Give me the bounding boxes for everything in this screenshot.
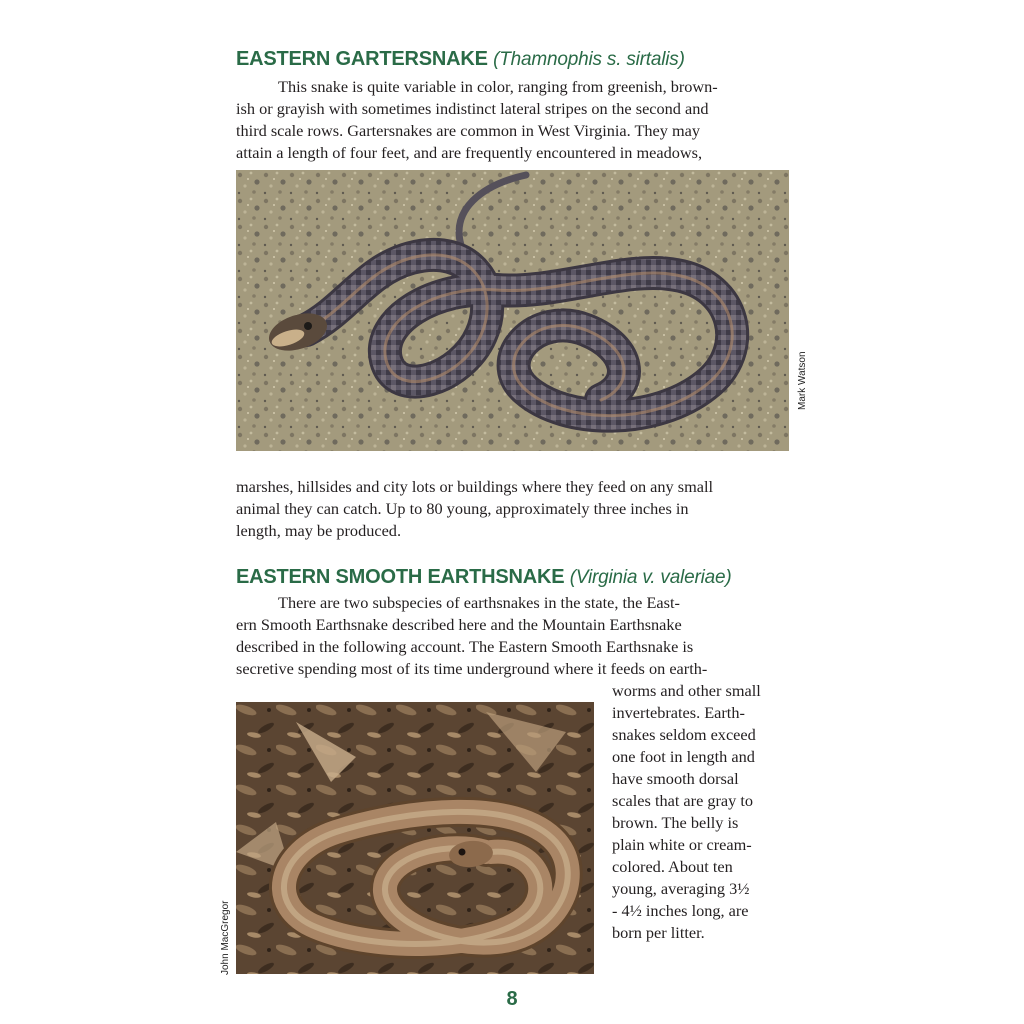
earthsnake-text-line: colored. About ten bbox=[612, 857, 733, 876]
garter-text-line: ish or grayish with sometimes indistinct lateral stripes on the second and bbox=[236, 99, 709, 118]
earthsnake-photo bbox=[236, 702, 594, 974]
earthsnake-text-line: young, averaging 3½ bbox=[612, 879, 750, 898]
earthsnake-text-line: brown. The belly is bbox=[612, 813, 739, 832]
garter-text-line: animal they can catch. Up to 80 young, approximately three inches in bbox=[236, 499, 689, 518]
garter-heading bbox=[236, 48, 685, 71]
earthsnake-text-line: one foot in length and bbox=[612, 747, 755, 766]
earthsnake-text-line: born per litter. bbox=[612, 923, 705, 942]
earthsnake-scientific-name: (Virginia v. valeriae) bbox=[569, 567, 732, 588]
garter-text-line: length, may be produced. bbox=[236, 521, 402, 540]
earthsnake-text-line: plain white or cream- bbox=[612, 835, 752, 854]
earthsnake-photo-credit: John MacGregor bbox=[220, 900, 231, 975]
garter-title: EASTERN GARTERSNAKE bbox=[236, 48, 488, 70]
earthsnake-text-line: - 4½ inches long, are bbox=[612, 901, 749, 920]
page-number: 8 bbox=[506, 988, 518, 1010]
earthsnake-text-line: secretive spending most of its time underground where it feeds on earth- bbox=[236, 659, 708, 678]
garter-text-line: third scale rows. Gartersnakes are common in West Virginia. They may bbox=[236, 121, 701, 140]
earthsnake-text-line: described in the following account. The Eastern Smooth Earthsnake is bbox=[236, 637, 694, 656]
garter-scientific-name: (Thamnophis s. sirtalis) bbox=[493, 49, 685, 70]
garter-text-line: This snake is quite variable in color, ranging from greenish, brown- bbox=[278, 77, 718, 96]
earthsnake-text-line: worms and other small bbox=[612, 681, 761, 700]
earthsnake-text-line: have smooth dorsal bbox=[612, 769, 739, 788]
earthsnake-text-line: There are two subspecies of earthsnakes in the state, the East- bbox=[278, 593, 680, 612]
gartersnake-photo-credit: Mark Watson bbox=[797, 351, 808, 410]
garter-text-line: attain a length of four feet, and are frequently encountered in meadows, bbox=[236, 143, 703, 162]
earthsnake-heading bbox=[236, 566, 731, 589]
earthsnake-text-line: scales that are gray to bbox=[612, 791, 754, 810]
gartersnake-photo bbox=[236, 170, 789, 451]
garter-text-line: marshes, hillsides and city lots or buildings where they feed on any small bbox=[236, 477, 714, 496]
earthsnake-title: EASTERN SMOOTH EARTHSNAKE bbox=[236, 566, 565, 588]
earthsnake-text-line: invertebrates. Earth- bbox=[612, 703, 745, 722]
earthsnake-text-line: snakes seldom exceed bbox=[612, 725, 756, 744]
earthsnake-text-line: ern Smooth Earthsnake described here and the Mountain Earthsnake bbox=[236, 615, 682, 634]
